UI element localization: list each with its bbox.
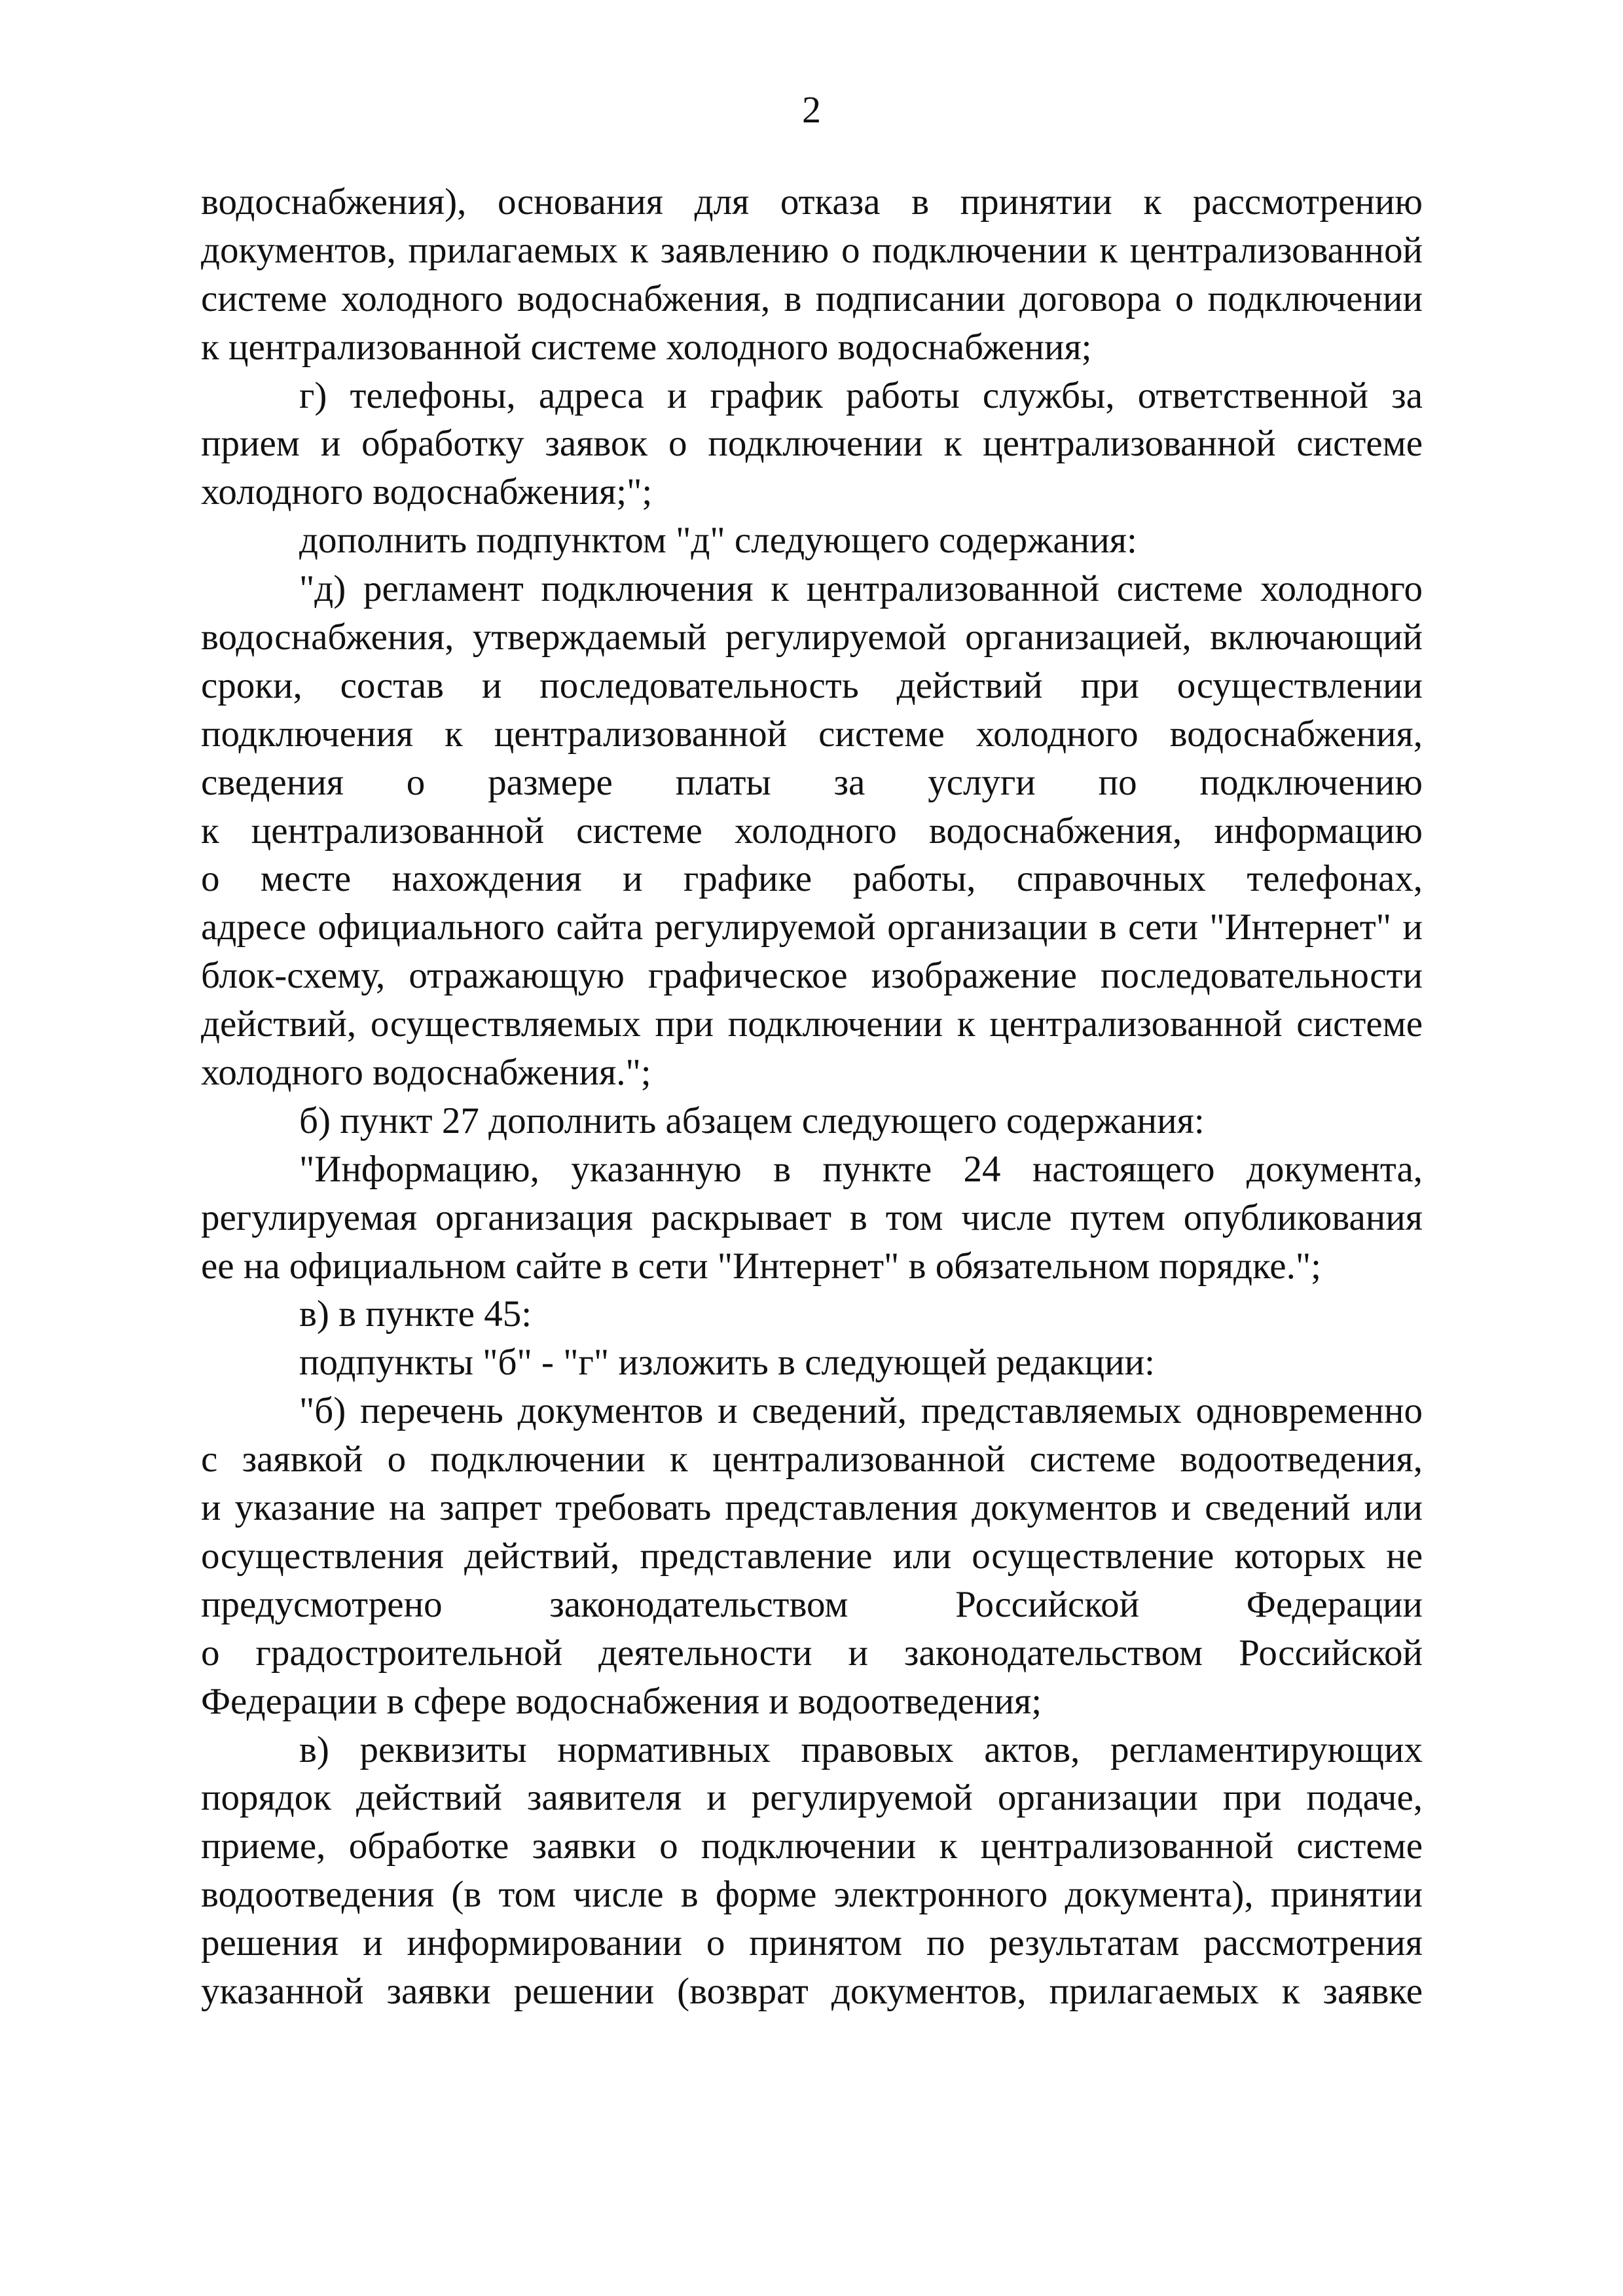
text-line: подпункты "б" - "г" изложить в следующей редакции: — [299, 1342, 1155, 1384]
text-line: к централизованной системе холодного водоснабжения; — [201, 326, 1092, 368]
text-line: б) пункт 27 дополнить абзацем следующего содержания: — [299, 1100, 1205, 1141]
text-line: сроки, состав и последовательность действий при осуществлении — [201, 664, 1423, 706]
text-line: приеме, обработке заявки о подключении к централизованной системе — [201, 1825, 1423, 1867]
text-line: блок-схему, отражающую графическое изображение последовательности — [201, 955, 1423, 997]
text-line: адресе официального сайта регулируемой организации в сети "Интернет" и — [201, 906, 1423, 948]
text-line: холодного водоснабжения;"; — [201, 471, 653, 513]
text-line: водоснабжения), основания для отказа в принятии к рассмотрению — [201, 181, 1423, 223]
text-line: ее на официальном сайте в сети "Интернет" в обязательном порядке."; — [201, 1245, 1321, 1287]
text-line: о градостроительной деятельности и законодательством Российской — [201, 1632, 1423, 1674]
text-line: системе холодного водоснабжения, в подписании договора о подключении — [201, 278, 1423, 319]
text-line: дополнить подпунктом "д" следующего содержания: — [299, 520, 1137, 562]
text-line: действий, осуществляемых при подключении к централизованной системе — [201, 1003, 1423, 1045]
text-line: осуществления действий, представление или осуществление которых не — [201, 1535, 1423, 1577]
text-line: порядок действий заявителя и регулируемой организации при подаче, — [201, 1777, 1423, 1819]
text-line: и указание на запрет требовать представления документов и сведений или — [201, 1487, 1423, 1529]
text-line: "б) перечень документов и сведений, представляемых одновременно — [299, 1390, 1423, 1432]
text-line: с заявкой о подключении к централизованной системе водоотведения, — [201, 1439, 1423, 1480]
text-line: подключения к централизованной системе холодного водоснабжения, — [201, 713, 1423, 755]
text-line: к централизованной системе холодного водоснабжения, информацию — [201, 810, 1423, 852]
text-line: регулируемая организация раскрывает в том числе путем опубликования — [201, 1196, 1423, 1238]
text-line: указанной заявки решении (возврат документов, прилагаемых к заявке — [201, 1970, 1423, 2012]
text-line: решения и информировании о принятом по результатам рассмотрения — [201, 1922, 1423, 1964]
text-line: сведения о размере платы за услуги по подключению — [201, 761, 1423, 803]
text-line: "д) регламент подключения к централизованной системе холодного — [299, 568, 1423, 610]
page-number: 2 — [802, 88, 821, 131]
text-line: Федерации в сфере водоснабжения и водоотведения; — [201, 1680, 1042, 1722]
text-line: документов, прилагаемых к заявлению о подключении к централизованной — [201, 229, 1423, 271]
text-line: "Информацию, указанную в пункте 24 настоящего документа, — [299, 1148, 1423, 1190]
document-body — [201, 178, 1423, 2016]
text-line: в) реквизиты нормативных правовых актов, регламентирующих — [299, 1729, 1423, 1770]
text-line: предусмотрено законодательством Российской Федерации — [201, 1583, 1423, 1625]
text-line: водоотведения (в том числе в форме электронного документа), принятии — [201, 1874, 1423, 1916]
text-line: в) в пункте 45: — [299, 1293, 532, 1335]
text-line: водоснабжения, утверждаемый регулируемой организацией, включающий — [201, 617, 1423, 658]
text-line: о месте нахождения и графике работы, справочных телефонах, — [201, 858, 1423, 900]
text-line: холодного водоснабжения."; — [201, 1052, 651, 1094]
text-line: г) телефоны, адреса и график работы службы, ответственной за — [299, 374, 1423, 416]
text-line: прием и обработку заявок о подключении к централизованной системе — [201, 423, 1423, 465]
